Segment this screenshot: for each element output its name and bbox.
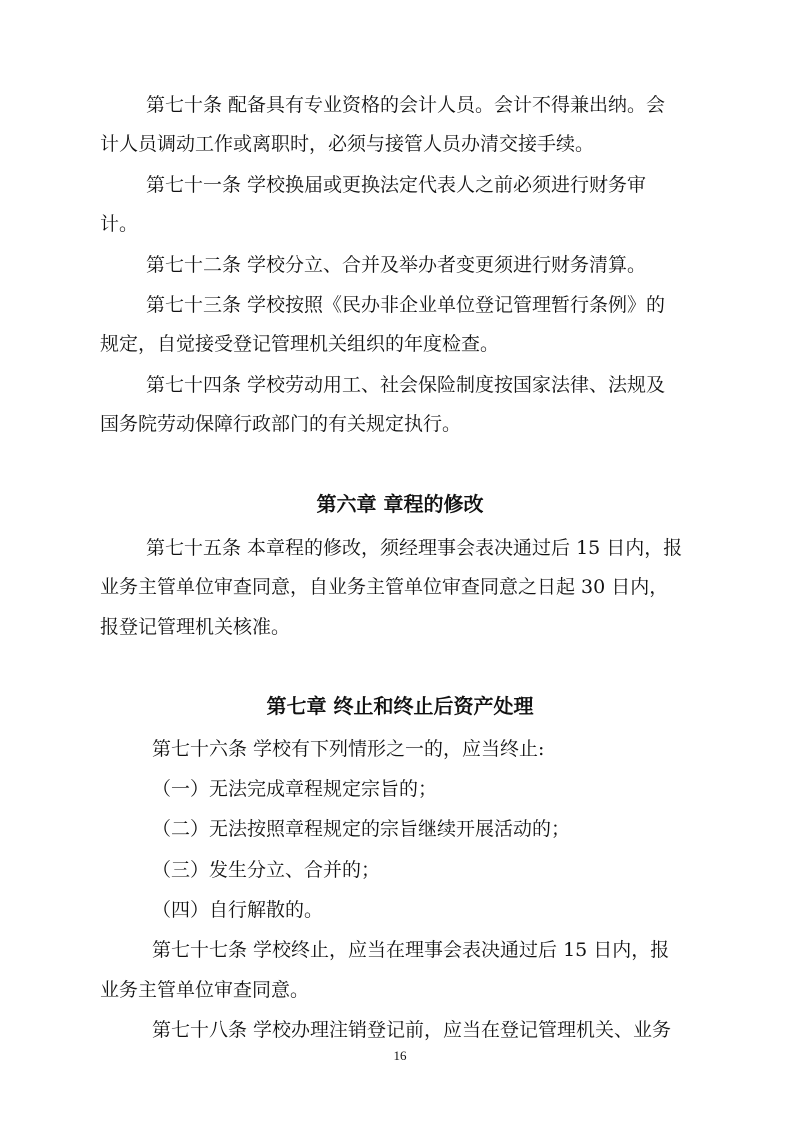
article-76-line-1: 第七十六条 学校有下列情形之一的，应当终止: — [152, 738, 545, 760]
article-72-line-1: 第七十二条 学校分立、合并及举办者变更须进行财务清算。 — [146, 254, 647, 276]
article-76-item-3: （三）发生分立、合并的； — [152, 859, 381, 881]
article-74-line-1: 第七十四条 学校劳动用工、社会保险制度按国家法律、法规及 — [146, 374, 666, 396]
article-75-line-1: 第七十五条 本章程的修改，须经理事会表决通过后 15 日内，报 — [146, 537, 683, 559]
article-77-line-1: 第七十七条 学校终止，应当在理事会表决通过后 15 日内，报 — [152, 939, 670, 961]
article-76-item-1: （一）无法完成章程规定宗旨的； — [152, 778, 438, 800]
article-73-line-1: 第七十三条 学校按照《民办非企业单位登记管理暂行条例》的 — [146, 294, 666, 316]
article-78-line-1: 第七十八条 学校办理注销登记前，应当在登记管理机关、业务 — [152, 1019, 672, 1041]
article-75-line-3: 报登记管理机关核准。 — [100, 616, 291, 638]
chapter-6-heading: 第六章 章程的修改 — [316, 492, 484, 516]
article-77-line-2: 业务主管单位审查同意。 — [100, 979, 310, 1001]
page-number: 16 — [393, 1048, 407, 1063]
article-75-line-2: 业务主管单位审查同意，自业务主管单位审查同意之日起 30 日内， — [100, 576, 669, 598]
article-71-line-2: 计。 — [100, 213, 139, 235]
article-76-item-2: （二）无法按照章程规定的宗旨继续开展活动的； — [152, 818, 571, 840]
article-73-line-2: 规定，自觉接受登记管理机关组织的年度检查。 — [100, 333, 500, 355]
article-74-line-2: 国务院劳动保障行政部门的有关规定执行。 — [100, 413, 462, 435]
article-70-line-1: 第七十条 配备具有专业资格的会计人员。会计不得兼出纳。会 — [146, 94, 666, 116]
article-70-line-2: 计人员调动工作或离职时，必须与接管人员办清交接手续。 — [100, 133, 595, 155]
chapter-7-heading: 第七章 终止和终止后资产处理 — [266, 694, 534, 718]
article-71-line-1: 第七十一条 学校换届或更换法定代表人之前必须进行财务审 — [146, 174, 647, 196]
article-76-item-4: （四）自行解散的。 — [152, 899, 324, 921]
